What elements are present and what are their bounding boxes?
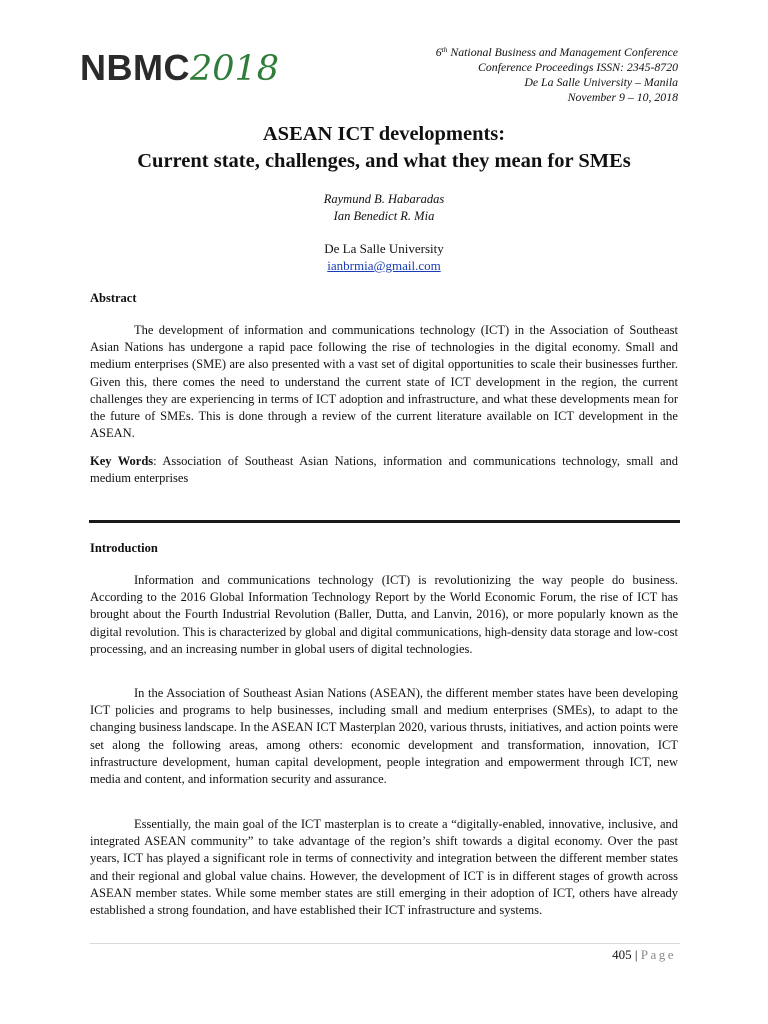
conference-venue: De La Salle University – Manila: [524, 75, 678, 89]
author-email-link[interactable]: ianbrmia@gmail.com: [327, 258, 441, 273]
page-separator: |: [631, 947, 641, 962]
author-name: Ian Benedict R. Mia: [333, 209, 435, 223]
page-footer: [612, 946, 676, 964]
section-divider: [89, 520, 680, 523]
keywords-label: Key Words: [90, 454, 154, 468]
keywords-paragraph: [90, 453, 678, 487]
footer-divider: [90, 943, 680, 944]
affiliation-block: [0, 240, 768, 274]
abstract-heading: Abstract: [90, 291, 137, 305]
conference-edition: [436, 45, 678, 60]
logo-year: 2018: [189, 49, 280, 89]
keywords-text: : Association of Southeast Asian Nations, information and communications technology, small and medium enterprises: [90, 454, 678, 486]
author-list: [0, 191, 768, 225]
intro-paragraph-3: Essentially, the main goal of the ICT masterplan is to create a “digitally-enabled, innovative, inclusive, and integrated ASEAN community” to take advantage of the region’s shift towards a digital economy. Over the past years, ICT has played a significant role in terms of connectivity and integration between the different member states and their regional and global value chains. However, the development of ICT is in different stages of growth across ASEAN member states. While some member states are still emerging in their adoption of ICT, others have already established a strong foundation, and have established their ICT infrastructure and systems.: [90, 817, 678, 918]
intro-paragraph-2: In the Association of Southeast Asian Nations (ASEAN), the different member states have been developing ICT policies and programs to help businesses, including small and medium enterprises (SMEs), to adapt to the changing business landscape. In the ASEAN ICT Masterplan 2020, various thrusts, initiatives, and action points were set along the following areas, among others: economic development and transformation, innovation, ICT infrastructure development, human capital development, people integration and empowerment through ICT, new media and content, and information security and assurance.: [90, 686, 678, 787]
edition-number: 6: [435, 45, 442, 59]
author-name: Raymund B. Habaradas: [323, 192, 445, 206]
edition-suffix: th: [441, 45, 448, 54]
nbmc-2018-logo: [80, 48, 279, 88]
logo-acronym: NBMC: [80, 47, 190, 88]
intro-paragraph-1: Information and communications technology (ICT) is revolutionizing the way people do business. According to the 2016 Global Information Technology Report by the World Economic Forum, the rise of ICT has brought about the Fourth Industrial Revolution (Baller, Dutta, and Lanvin, 2016), or more popularly known as the digital revolution. This is characterized by global and digital communications, high-density data storage and low-cost processing, and an increasing number in global users of digital technologies.: [90, 573, 678, 656]
affiliation: De La Salle University: [324, 241, 444, 256]
conference-info: [436, 45, 678, 105]
page-number: 405: [612, 947, 632, 962]
introduction-heading: Introduction: [90, 541, 158, 555]
edition-name: National Business and Management Conference: [447, 45, 678, 59]
conference-dates: November 9 – 10, 2018: [567, 90, 678, 104]
abstract-text: The development of information and communications technology (ICT) in the Association of Southeast Asian Nations has undergone a rapid pace following the rise of technologies in the digital economy. Small and medium enterprises (SME) are also presented with a vast set of digital opportunities to scale their businesses further. Given this, there comes the need to understand the current state of ICT development in the region, the current challenges they are experiencing in terms of ICT adoption and infrastructure, and what these developments mean for the future of SMEs. This is done through a review of the current literature available on ICT development in the ASEAN.: [90, 323, 678, 441]
title-line-1: ASEAN ICT developments:: [262, 123, 506, 145]
page-label: Page: [640, 947, 676, 962]
conference-proceedings: Conference Proceedings ISSN: 2345-8720: [478, 60, 678, 74]
paper-title: [0, 121, 768, 175]
title-line-2: Current state, challenges, and what they mean for SMEs: [137, 150, 631, 172]
